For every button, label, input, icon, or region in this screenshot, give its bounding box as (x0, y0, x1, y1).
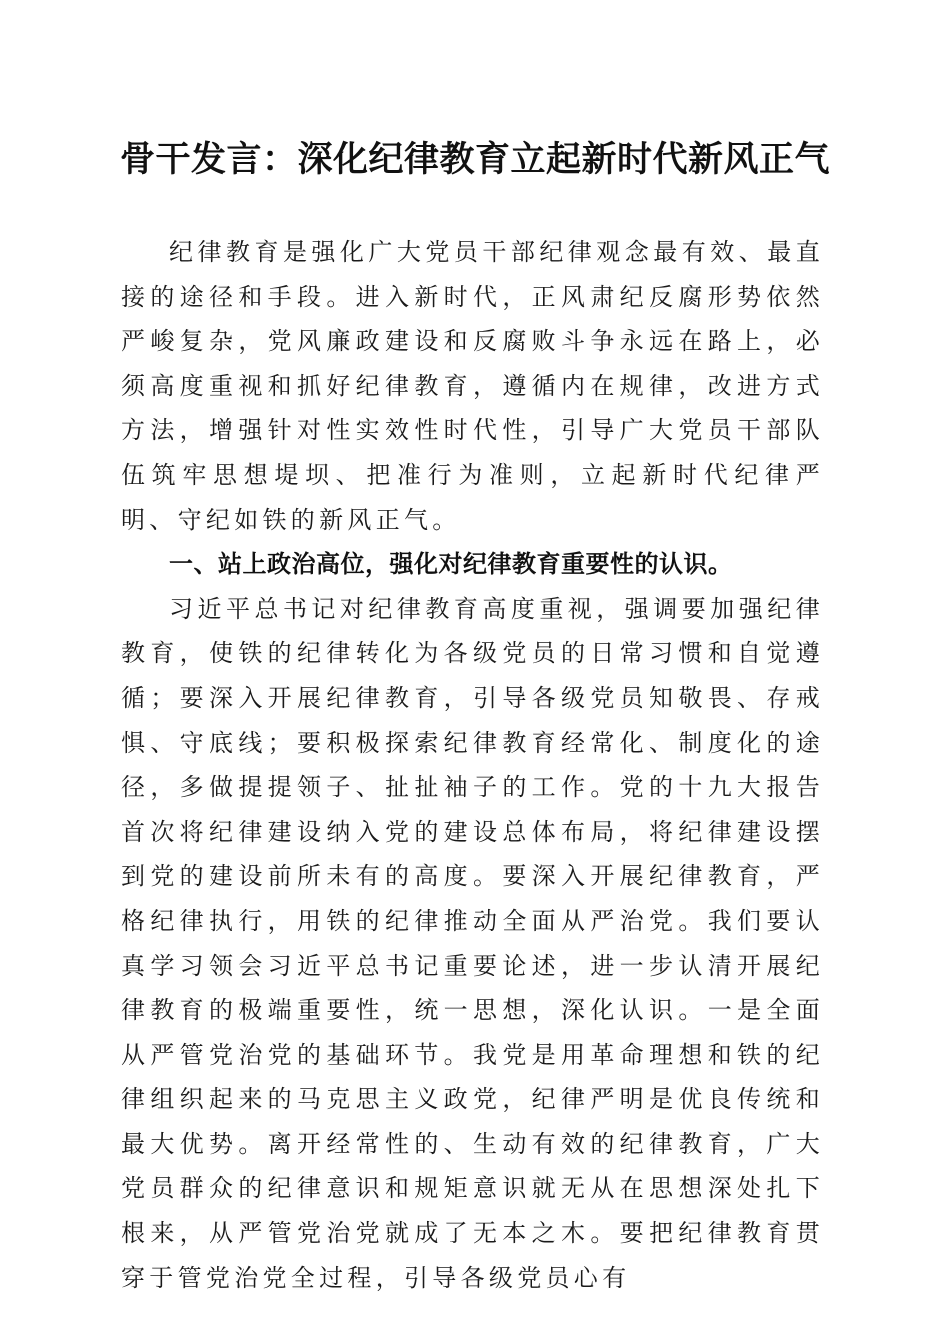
section-heading: 一、站上政治高位，强化对纪律教育重要性的认识。 (169, 550, 733, 579)
document-body (121, 230, 824, 1300)
section-paragraph: 习近平总书记对纪律教育高度重视，强调要加强纪律教育，使铁的纪律转化为各级党员的日常习惯和自觉遵循；要深入开展纪律教育，引导各级党员知敬畏、存戒惧、守底线；要积极探索纪律教育经常化、制度化的途径，多做提提领子、扯扯袖子的工作。党的十九大报告首次将纪律建设纳入党的建设总体布局，将纪律建设摆到党的建设前所未有的高度。要深入开展纪律教育，严格纪律执行，用铁的纪律推动全面从严治党。我们要认真学习领会习近平总书记重要论述，进一步认清开展纪律教育的极端重要性，统一思想，深化认识。一是全面从严管党治党的基础环节。我党是用革命理想和铁的纪律组织起来的马克思主义政党，纪律严明是优良传统和最大优势。离开经常性的、生动有效的纪律教育，广大党员群众的纪律意识和规矩意识就无从在思想深处扎下根来，从严管党治党就成了无本之木。要把纪律教育贯穿于管党治党全过程，引导各级党员心有 (121, 594, 824, 1292)
intro-paragraph: 纪律教育是强化广大党员干部纪律观念最有效、最直接的途径和手段。进入新时代，正风肃纪反腐形势依然严峻复杂，党风廉政建设和反腐败斗争永远在路上，必须高度重视和抓好纪律教育，遵循内在规律，改进方式方法，增强针对性实效性时代性，引导广大党员干部队伍筑牢思想堤坝、把准行为准则，立起新时代纪律严明、守纪如铁的新风正气。 (121, 238, 824, 534)
document-title: 骨干发言：深化纪律教育立起新时代新风正气 (119, 139, 830, 180)
